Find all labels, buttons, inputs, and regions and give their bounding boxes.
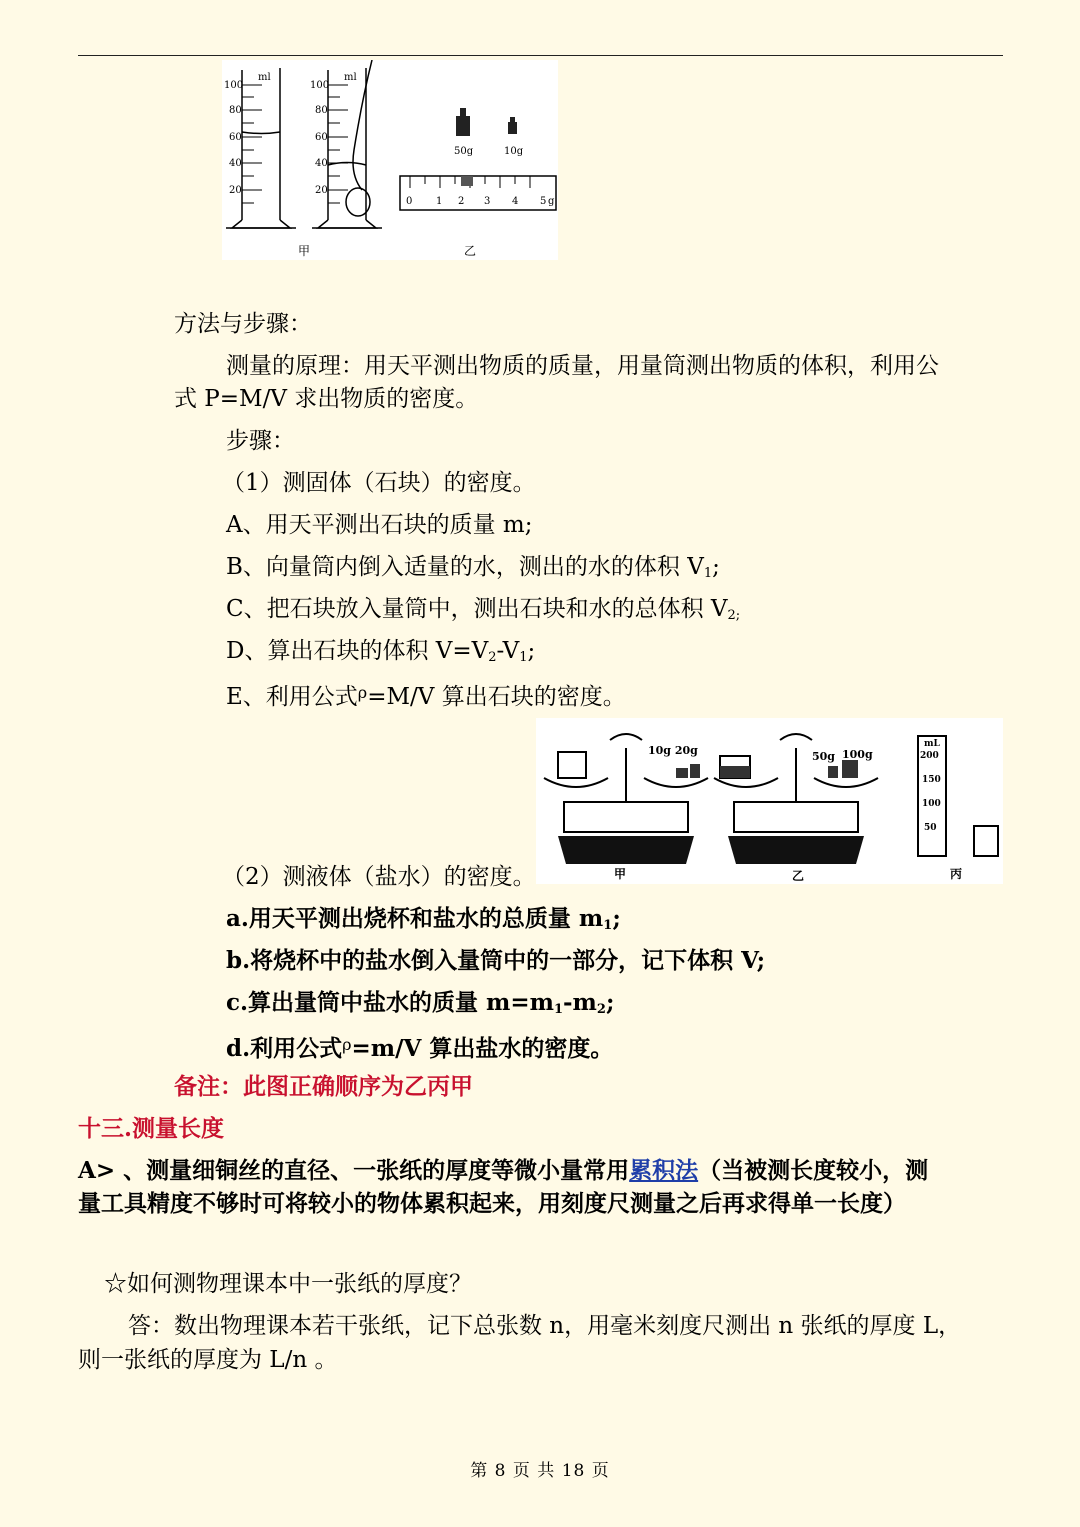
scale-number: 5 <box>540 196 547 207</box>
step-b-sub: 1 <box>703 566 713 581</box>
figure-cylinders-and-weights <box>222 60 558 260</box>
step-d-liquid-formula: =m/V 算出盐水的密度。 <box>351 1035 614 1062</box>
step-a-solid: A、用天平测出石块的质量 m; <box>226 512 533 538</box>
fig2-cyl-tick: 150 <box>922 775 941 785</box>
balance-base-icon <box>558 836 864 864</box>
cyl2-tick: 80 <box>315 105 328 116</box>
step-d-end: ; <box>527 638 536 664</box>
method-heading: 方法与步骤： <box>174 311 312 337</box>
figure-balances-and-cylinder <box>536 718 1003 884</box>
section-13-heading: 十三.测量长度 <box>78 1115 225 1142</box>
step-c-text: C、把石块放入量筒中，测出石块和水的总体积 V <box>226 596 728 622</box>
step-c-liquid-sub2: 2 <box>596 1002 606 1017</box>
scale-number: 3 <box>484 196 491 207</box>
cyl2-unit: ml <box>344 72 357 83</box>
weight-label-10g: 10g <box>504 146 524 157</box>
question-line: ☆如何测物理课本中一张纸的厚度？ <box>104 1271 472 1297</box>
step-c-sub: 2; <box>727 608 741 623</box>
step-b-text: B、向量筒内倒入适量的水，测出的水的体积 V <box>226 554 704 580</box>
step-d-liquid <box>226 1029 613 1065</box>
rho-glyph: ρ <box>342 1035 352 1054</box>
cyl2-tick: 40 <box>315 158 328 169</box>
answer-line-2: 则一张纸的厚度为 L/n 。 <box>78 1347 338 1373</box>
step-d-sub1: 2 <box>488 650 497 665</box>
step-e-formula: =M/V 算出石块的密度。 <box>367 684 626 710</box>
fig1-label-jia: 甲 <box>298 244 311 258</box>
step-d-mid: -V <box>496 638 520 664</box>
liquid-heading: （2）测液体（盐水）的密度。 <box>222 864 536 890</box>
step-a-liquid-end: ; <box>612 905 621 932</box>
step-d-liquid-text: d.利用公式 <box>226 1035 343 1062</box>
cyl1-tick: 100 <box>224 80 244 91</box>
cyl2-tick: 20 <box>315 185 328 196</box>
answer-line-1: 答：数出物理课本若干张纸，记下总张数 n，用毫米刻度尺测出 n 张纸的厚度 L， <box>128 1313 962 1339</box>
fig2-cyl-unit: mL <box>924 739 940 749</box>
cyl1-unit: ml <box>258 72 271 83</box>
step-d-text: D、算出石块的体积 V=V <box>226 638 489 664</box>
rider-icon <box>461 176 473 186</box>
fig2-cyl-tick: 100 <box>922 799 941 809</box>
step-c-liquid-text: c.算出量筒中盐水的质量 m=m <box>226 989 554 1016</box>
weights-jia-label: 10g 20g <box>648 744 698 757</box>
method-a-text: A> 、测量细铜丝的直径、一张纸的厚度等微小量常用 <box>78 1157 630 1184</box>
accumulation-method-link[interactable]: 累积法 <box>629 1157 699 1184</box>
scale-number: 4 <box>512 196 519 207</box>
page-number-footer: 第 8 页 共 18 页 <box>470 1461 610 1481</box>
step-d-solid <box>226 635 535 674</box>
scale-number: 2 <box>458 196 465 207</box>
scale-number: 1 <box>436 196 443 207</box>
fig2-label-bing: 丙 <box>950 867 963 881</box>
cyl1-tick: 40 <box>229 158 242 169</box>
step-a-liquid <box>226 903 621 942</box>
cyl1-tick: 60 <box>229 132 242 143</box>
step-e-solid <box>226 677 626 713</box>
principle-line-2: 式 P=M/V 求出物质的密度。 <box>174 386 479 412</box>
steps-heading: 步骤： <box>226 428 295 454</box>
header-rule <box>78 55 1003 56</box>
weights-yi-label-1: 50g <box>812 750 835 763</box>
cyl1-tick: 80 <box>229 105 242 116</box>
rho-glyph: ρ <box>357 683 368 702</box>
solid-heading: （1）测固体（石块）的密度。 <box>222 470 536 496</box>
cylinder-graduations <box>242 85 530 203</box>
fig2-cyl-tick: 50 <box>924 823 937 833</box>
fig1-label-yi: 乙 <box>464 244 477 258</box>
fig2-cyl-tick: 200 <box>920 751 939 761</box>
step-b-solid <box>226 551 720 590</box>
cyl2-tick: 100 <box>310 80 330 91</box>
weights-icon <box>456 108 517 136</box>
step-b-liquid: b.将烧杯中的盐水倒入量筒中的一部分，记下体积 V; <box>226 947 766 974</box>
step-c-liquid-end: ; <box>605 989 615 1016</box>
scale-number: 0 <box>406 196 413 207</box>
step-c-liquid-sub1: 1 <box>553 1002 564 1017</box>
step-e-text: E、利用公式 <box>226 684 358 710</box>
scale-unit: g <box>548 196 555 207</box>
weight-label-50g: 50g <box>454 146 474 157</box>
cyl1-tick: 20 <box>229 185 242 196</box>
step-c-liquid-mid: -m <box>563 989 597 1016</box>
fig2-label-yi: 乙 <box>792 869 805 883</box>
step-a-liquid-text: a.用天平测出烧杯和盐水的总质量 m <box>226 905 604 932</box>
method-a-line-1 <box>78 1155 928 1187</box>
cyl2-tick: 60 <box>315 132 328 143</box>
step-c-liquid <box>226 987 614 1026</box>
method-a-paren: （当被测长度较小，测 <box>698 1157 929 1184</box>
step-a-liquid-sub: 1 <box>603 918 613 933</box>
principle-line-1: 测量的原理：用天平测出物质的质量，用量筒测出物质的体积，利用公 <box>226 353 939 379</box>
fig2-label-jia: 甲 <box>614 867 627 881</box>
step-d-sub2: 1 <box>519 650 528 665</box>
step-b-end: ; <box>712 554 720 580</box>
step-c-solid <box>226 593 740 632</box>
weights-yi-label-2: 100g <box>842 748 873 761</box>
note-line: 备注：此图正确顺序为乙丙甲 <box>174 1073 473 1100</box>
method-a-line-2: 量工具精度不够时可将较小的物体累积起来，用刻度尺测量之后再求得单一长度） <box>78 1190 906 1217</box>
